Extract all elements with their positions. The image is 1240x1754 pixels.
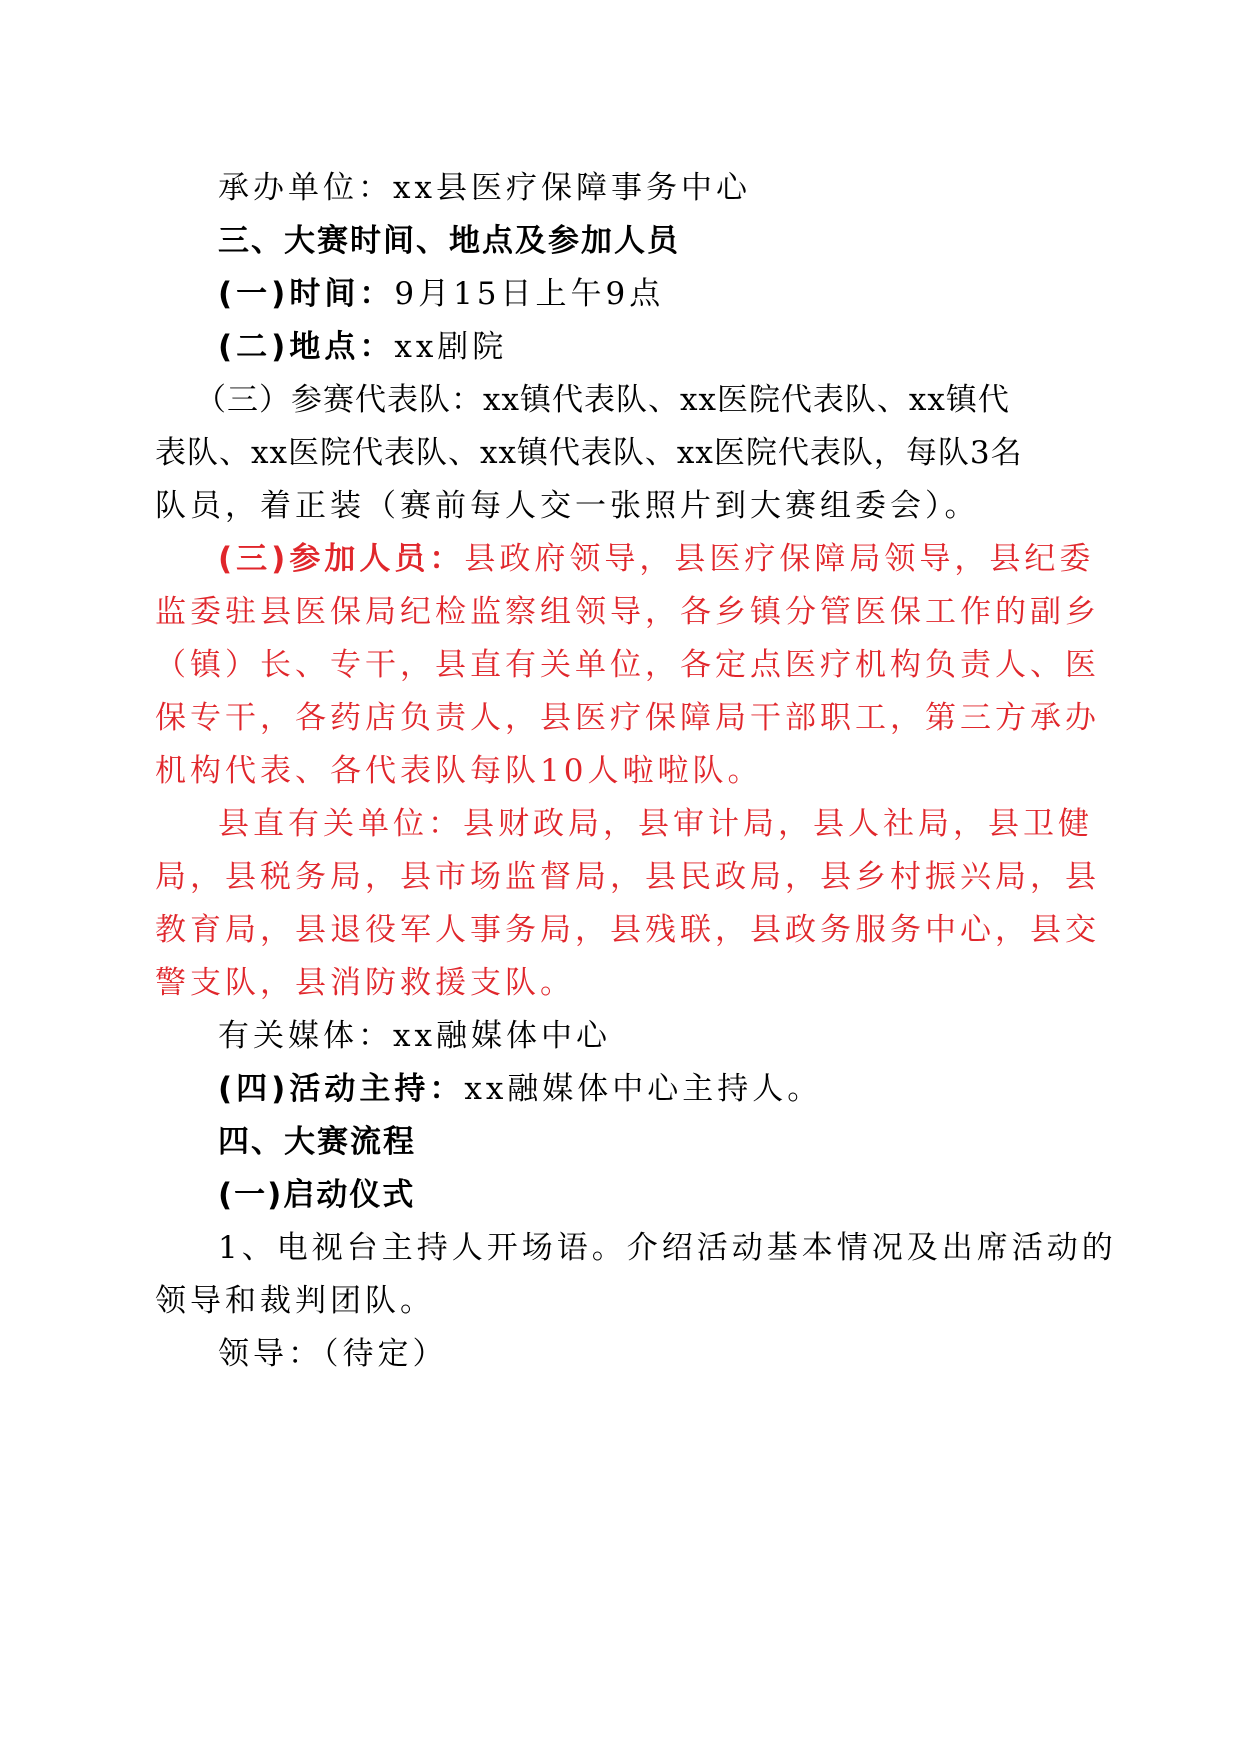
units-line-3: 教育局，县退役军人事务局，县残联，县政务服务中心，县交 <box>155 912 1100 948</box>
units-line-1: 县直有关单位：县财政局，县审计局，县人社局，县卫健 <box>218 806 1093 842</box>
place-value: xx剧院 <box>394 329 508 365</box>
item1-line-2: 领导和裁判团队。 <box>155 1283 435 1319</box>
time-label: (一)时间： <box>218 276 395 312</box>
participants-line-4: 保专干，各药店负责人，县医疗保障局干部职工，第三方承办 <box>155 700 1100 736</box>
organizer-line: 承办单位：xx县医疗保障事务中心 <box>218 170 751 206</box>
units-line-2: 局，县税务局，县市场监督局，县民政局，县乡村振兴局，县 <box>155 859 1100 895</box>
host-label: (四)活动主持： <box>218 1071 465 1107</box>
place-line <box>218 327 1148 367</box>
participants-line-5: 机构代表、各代表队每队10人啦啦队。 <box>155 753 763 789</box>
participants-text-1: 县政府领导，县医疗保障局领导，县纪委 <box>464 541 1095 577</box>
participants-label: (三)参加人员： <box>218 541 465 577</box>
participants-line-3: （镇）长、专干，县直有关单位，各定点医疗机构负责人、医 <box>155 647 1100 683</box>
teams-line-2: 表队、xx医院代表队、xx镇代表队、xx医院代表队，每队3名 <box>155 435 1023 471</box>
host-value: xx融媒体中心主持人。 <box>464 1071 823 1107</box>
time-line <box>218 274 1148 314</box>
item1-line-1: 1、电视台主持人开场语。介绍活动基本情况及出席活动的 <box>218 1230 1117 1266</box>
leaders-line: 领导：（待定） <box>218 1336 448 1372</box>
teams-line-3: 队员，着正装（赛前每人交一张照片到大赛组委会）。 <box>155 488 980 524</box>
host-line <box>218 1069 1148 1109</box>
teams-line-1: （三）参赛代表队：xx镇代表队、xx医院代表队、xx镇代 <box>195 382 1010 418</box>
participants-line-1 <box>218 539 1148 579</box>
media-line: 有关媒体：xx融媒体中心 <box>218 1018 611 1054</box>
place-label: (二)地点： <box>218 329 395 365</box>
section-heading-3: 三、大赛时间、地点及参加人员 <box>218 223 680 259</box>
launch-ceremony-heading: (一)启动仪式 <box>218 1177 416 1213</box>
section-heading-4: 四、大赛流程 <box>218 1124 416 1160</box>
participants-line-2: 监委驻县医保局纪检监察组领导，各乡镇分管医保工作的副乡 <box>155 594 1100 630</box>
time-value: 9月15日上午9点 <box>394 276 665 312</box>
units-line-4: 警支队，县消防救援支队。 <box>155 965 575 1001</box>
